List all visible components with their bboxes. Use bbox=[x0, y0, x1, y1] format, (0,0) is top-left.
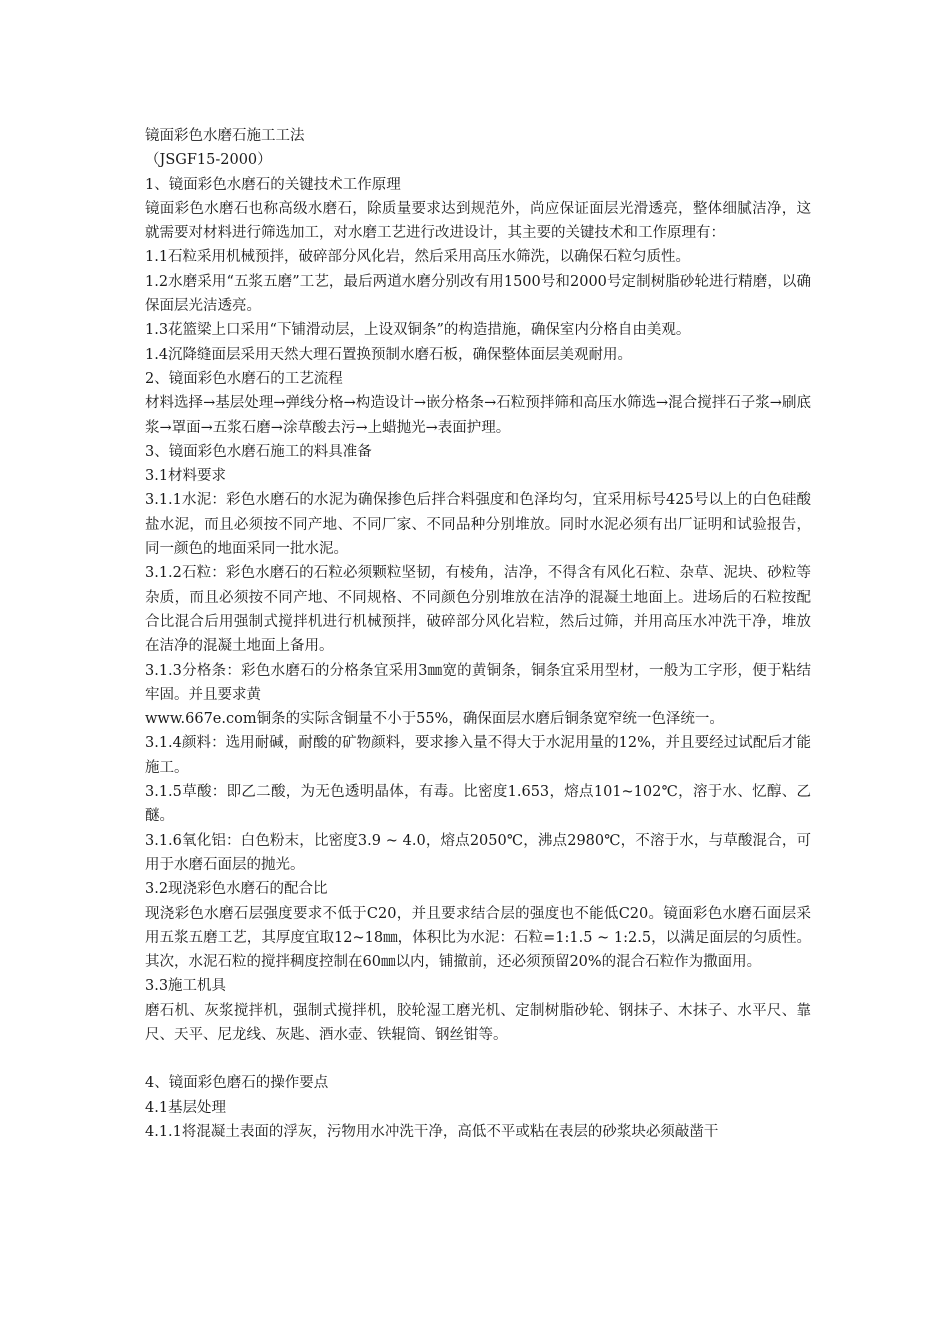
paragraph-4-1-1: 4.1.1将混凝土表面的浮灰，污物用水冲洗干净，高低不平或粘在表层的砂浆块必须敲凿干 bbox=[145, 1123, 719, 1140]
section-heading-1: 1、镜面彩色水磨石的关键技术工作原理 bbox=[145, 176, 401, 193]
paragraph-intro: 镜面彩色水磨石也称高级水磨石，除质量要求达到规范外，尚应保证面层光滑透亮，整体细腻洁净，这就需要对材料进行筛选加工，对水磨工艺进行改进设计，其主要的关键技术和工作原理有： bbox=[145, 200, 811, 242]
paragraph-3-1-6: 3.1.6氧化铝：白色粉末，比密度3.9 ~ 4.0，熔点2050℃，沸点2980℃，不溶于水，与草酸混合，可用于水磨石面层的抛光。 bbox=[145, 832, 811, 873]
paragraph-3-3: 磨石机、灰浆搅拌机，强制式搅拌机，胶轮湿工磨光机、定制树脂砂轮、钢抹子、木抹子、水平尺、靠尺、天平、尼龙线、灰匙、酒水壶、铁辊筒、钢丝钳等。 bbox=[145, 1002, 811, 1043]
paragraph-3-1-4: 3.1.4颜料：选用耐碱，耐酸的矿物颜料，要求掺入量不得大于水泥用量的12%，并且要经过试配后才能施工。 bbox=[145, 735, 811, 776]
paragraph-3-1-2: 3.1.2石粒：彩色水磨石的石粒必须颗粒坚韧，有棱角，洁净，不得含有风化石粒、杂草、泥块、砂粒等杂质，而且必须按不同产地、不同规格、不同颜色分别堆放在洁净的混凝土地面上。进场后的石粒按配合比混合后用强制式搅拌机进行机械预拌，破碎部分风化岩粒，然后过筛，并用高压水冲洗干净，堆放在洁净的混凝土地面上备用。 bbox=[145, 565, 811, 655]
paragraph-3-1-1: 3.1.1水泥：彩色水磨石的水泥为确保掺色后拌合料强度和色泽均匀，宜采用标号425号以上的白色硅酸盐水泥，而且必须按不同产地、不同厂家、不同品种分别堆放。同时水泥必须有出厂证明和试验报告，同一颜色的地面采同一批水泥。 bbox=[145, 492, 811, 558]
subsection-heading-3-1: 3.1材料要求 bbox=[145, 468, 227, 485]
subsection-heading-3-3: 3.3施工机具 bbox=[145, 978, 227, 995]
subsection-heading-4-1: 4.1基层处理 bbox=[145, 1099, 227, 1116]
document-body bbox=[145, 124, 811, 1144]
section-heading-3: 3、镜面彩色水磨石施工的料具准备 bbox=[145, 443, 372, 460]
paragraph-1-3: 1.3花篮梁上口采用“下铺滑动层，上设双铜条”的构造措施，确保室内分格自由美观。 bbox=[145, 322, 691, 339]
paragraph-process-flow: 材料选择→基层处理→弹线分格→构造设计→嵌分格条→石粒预拌筛和高压水筛选→混合搅拌石子浆→刷底浆→罩面→五浆石磨→涂草酸去污→上蜡抛光→表面护理。 bbox=[145, 395, 811, 436]
paragraph-3-1-5: 3.1.5草酸：即乙二酸，为无色透明晶体，有毒。比密度1.653，熔点101~102℃，溶于水、忆醇、乙醚。 bbox=[145, 784, 811, 825]
subsection-heading-3-2: 3.2现浇彩色水磨石的配合比 bbox=[145, 881, 328, 898]
paragraph-1-2: 1.2水磨采用“五浆五磨”工艺，最后两道水磨分别改有用1500号和2000号定制树脂砂轮进行精磨，以确保面层光洁透亮。 bbox=[145, 273, 811, 315]
section-heading-2: 2、镜面彩色水磨石的工艺流程 bbox=[145, 370, 343, 387]
paragraph-3-2: 现浇彩色水磨石层强度要求不低于C20，并且要求结合层的强度也不能低C20。镜面彩色水磨石面层采用五浆五磨工艺，其厚度宜取12~18㎜，体积比为水泥：石粒=1:1.5 ~ 1:2.5，以满足面层的匀质性。其次，水泥石粒的搅拌稠度控制在60㎜以内，铺撤前，还必须预留20%的混合石粒作为撒面用。 bbox=[145, 905, 811, 971]
standard-code: （JSGF15-2000） bbox=[145, 152, 272, 169]
paragraph-1-1: 1.1石粒采用机械预拌，破碎部分风化岩，然后采用高压水筛洗，以确保石粒匀质性。 bbox=[145, 249, 691, 266]
section-heading-4: 4、镜面彩色磨石的操作要点 bbox=[145, 1075, 329, 1092]
document-title: 镜面彩色水磨石施工工法 bbox=[145, 128, 305, 144]
paragraph-1-4: 1.4沉降缝面层采用天然大理石置换预制水磨石板，确保整体面层美观耐用。 bbox=[145, 346, 633, 363]
paragraph-3-1-3-cont: www.667e.com铜条的实际含铜量不小于55%，确保面层水磨后铜条宽窄统一色泽统一。 bbox=[145, 711, 724, 728]
paragraph-3-1-3: 3.1.3分格条：彩色水磨石的分格条宜采用3㎜宽的黄铜条，铜条宜采用型材，一般为工字形，便于粘结牢固。并且要求黄 bbox=[145, 662, 811, 703]
